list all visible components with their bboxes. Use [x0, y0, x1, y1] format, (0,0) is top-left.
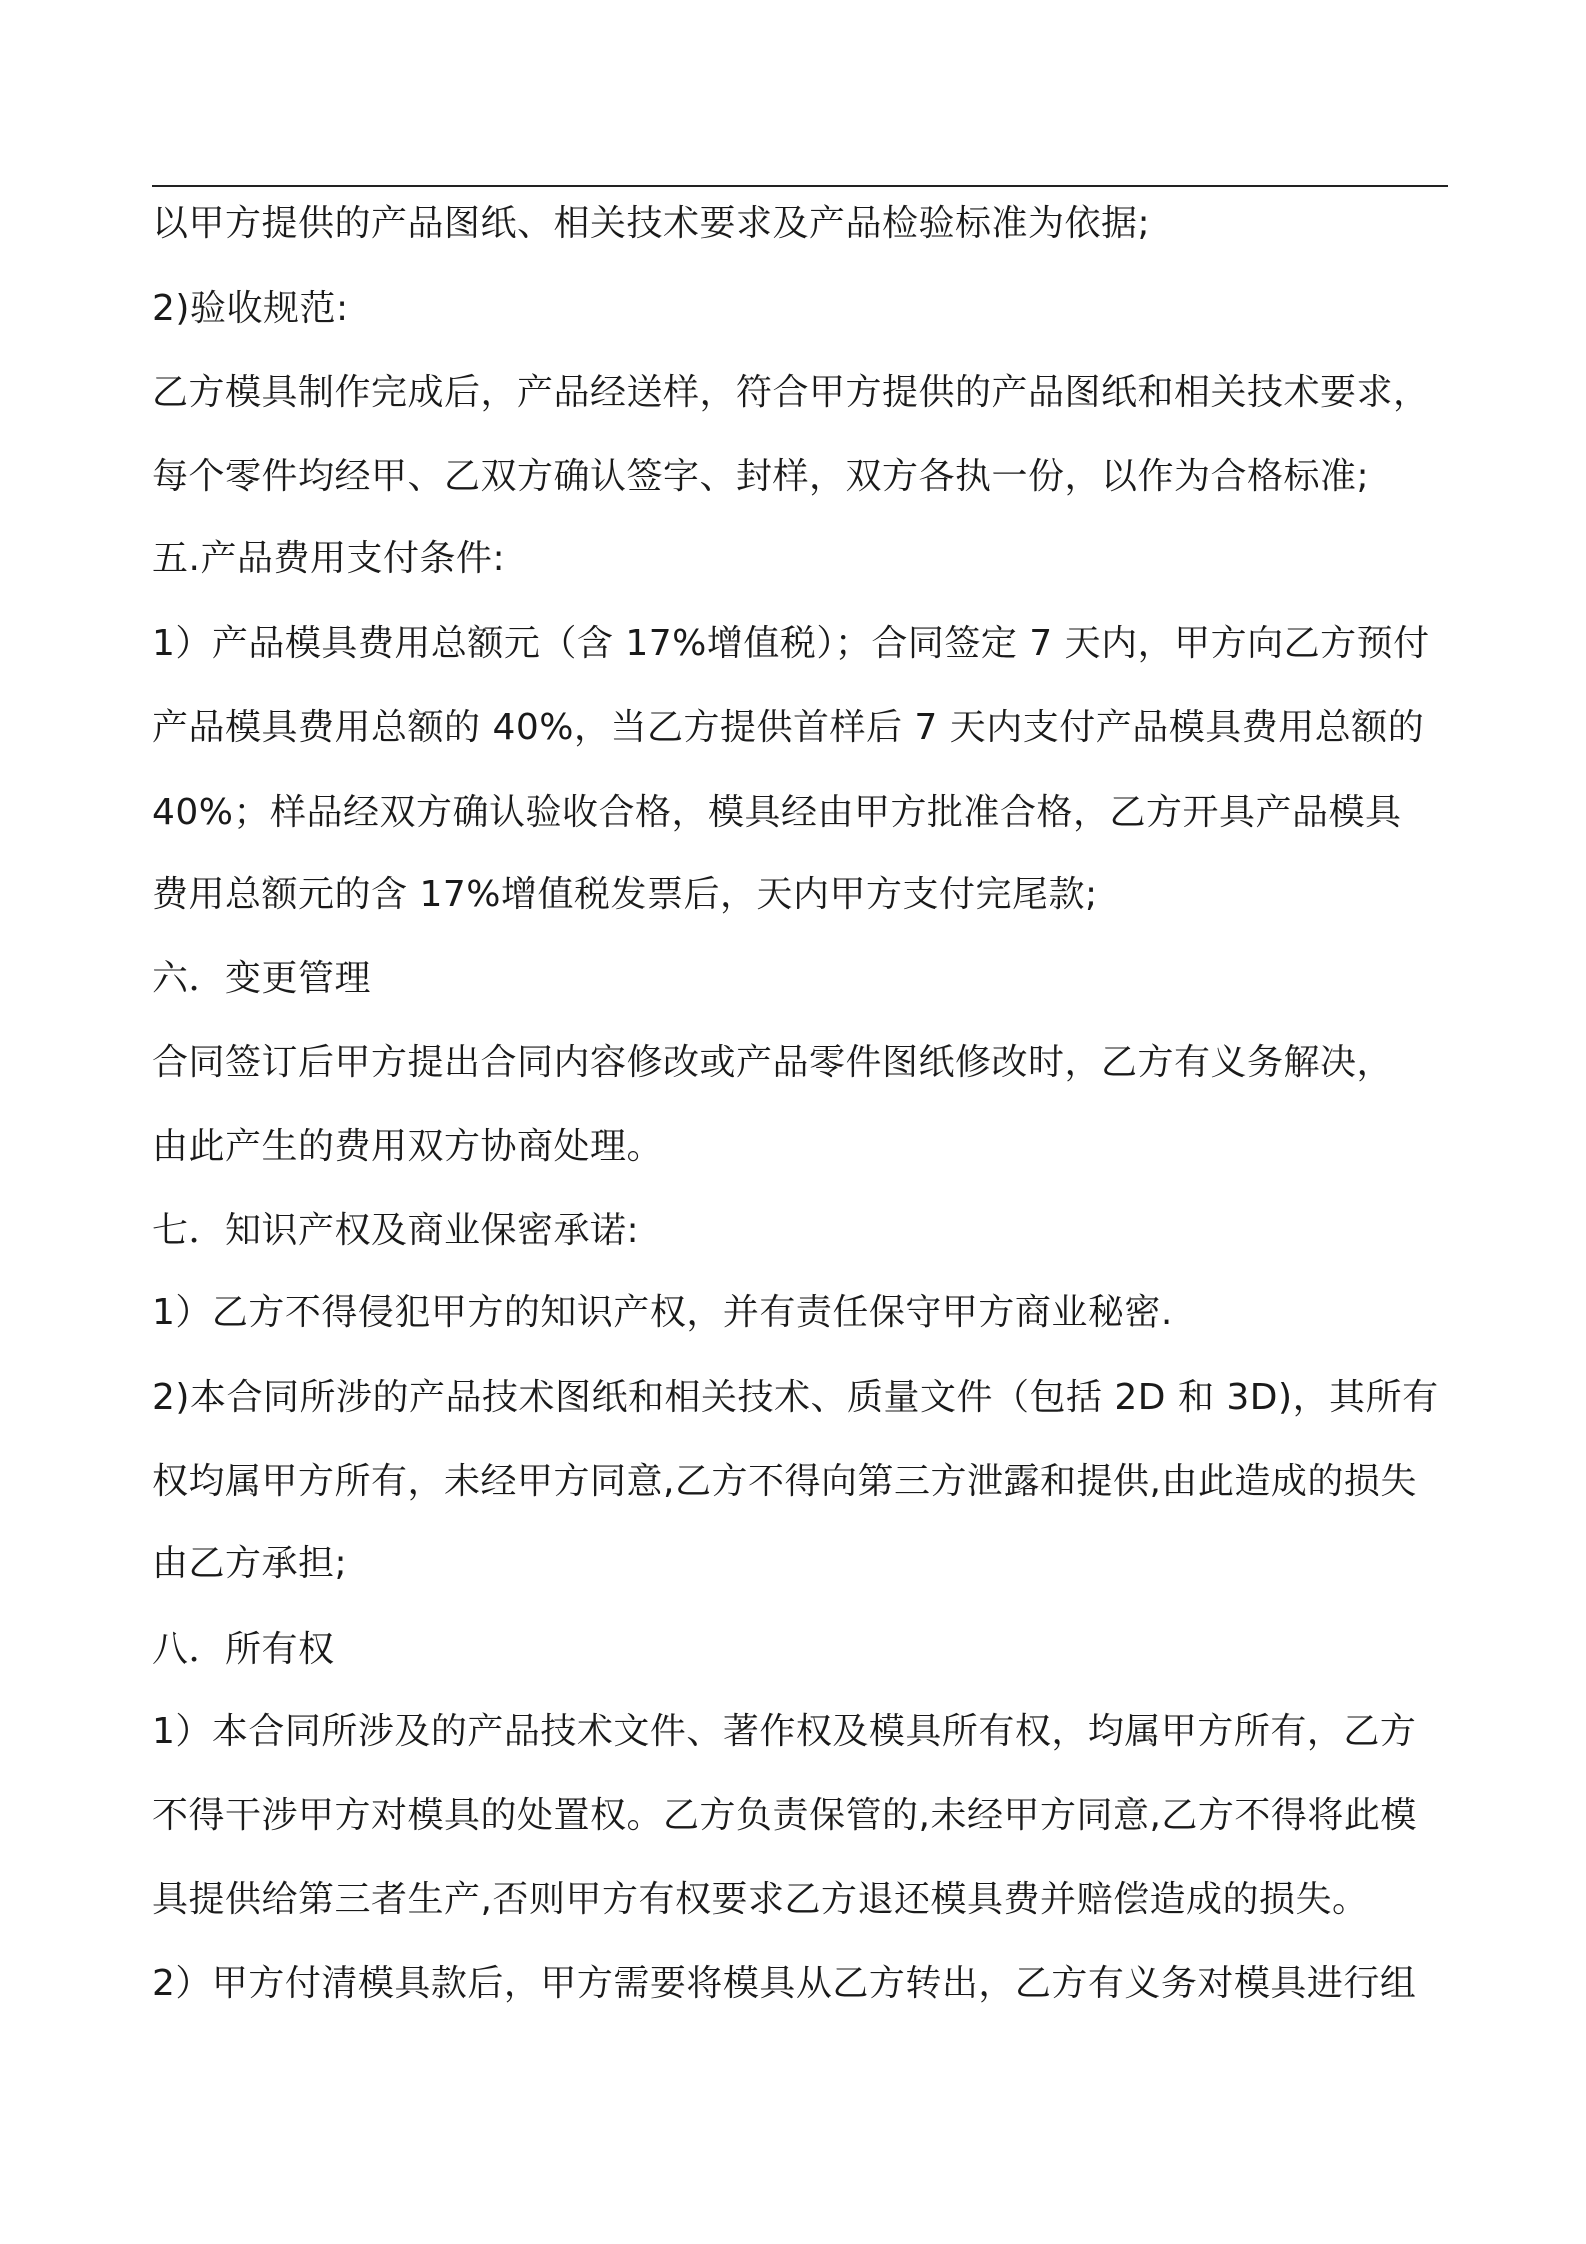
text-line: 由乙方承担; [152, 1543, 348, 1584]
text-line: 由此产生的费用双方协商处理。 [152, 1126, 664, 1167]
text-line: 1）乙方不得侵犯甲方的知识产权，并有责任保守甲方商业秘密. [152, 1292, 1173, 1333]
section-heading: 五.产品费用支付条件: [152, 538, 506, 579]
section-heading: 六．变更管理 [152, 958, 372, 999]
text-line: 40%；样品经双方确认验收合格，模具经由甲方批准合格，乙方开具产品模具 [152, 792, 1402, 833]
text-line: 费用总额元的含 17%增值税发票后，天内甲方支付完尾款; [152, 874, 1098, 915]
section-heading: 七．知识产权及商业保密承诺: [152, 1210, 640, 1251]
text-line: 不得干涉甲方对模具的处置权。乙方负责保管的,未经甲方同意,乙方不得将此模 [152, 1795, 1417, 1836]
text-line: 2）甲方付清模具款后，甲方需要将模具从乙方转出，乙方有义务对模具进行组 [152, 1963, 1417, 2004]
text-line: 乙方模具制作完成后，产品经送样，符合甲方提供的产品图纸和相关技术要求， [152, 372, 1430, 413]
text-line: 每个零件均经甲、乙双方确认签字、封样，双方各执一份，以作为合格标准; [152, 456, 1370, 497]
text-line: 合同签订后甲方提出合同内容修改或产品零件图纸修改时，乙方有义务解决， [152, 1042, 1394, 1083]
text-line: 1）产品模具费用总额元（含 17%增值税）；合同签定 7 天内，甲方向乙方预付 [152, 623, 1430, 664]
section-heading: 八．所有权 [152, 1629, 335, 1670]
text-line: 1）本合同所涉及的产品技术文件、著作权及模具所有权，均属甲方所有，乙方 [152, 1711, 1417, 1752]
text-line: 2)本合同所涉的产品技术图纸和相关技术、质量文件（包括 2D 和 3D)，其所有 [152, 1377, 1439, 1418]
text-line: 产品模具费用总额的 40%，当乙方提供首样后 7 天内支付产品模具费用总额的 [152, 707, 1425, 748]
text-line: 2)验收规范: [152, 288, 349, 329]
text-line: 具提供给第三者生产,否则甲方有权要求乙方退还模具费并赔偿造成的损失。 [152, 1879, 1369, 1920]
header-rule [152, 185, 1448, 187]
text-line: 权均属甲方所有，未经甲方同意,乙方不得向第三方泄露和提供,由此造成的损失 [152, 1461, 1417, 1502]
text-line: 以甲方提供的产品图纸、相关技术要求及产品检验标准为依据; [152, 203, 1151, 244]
